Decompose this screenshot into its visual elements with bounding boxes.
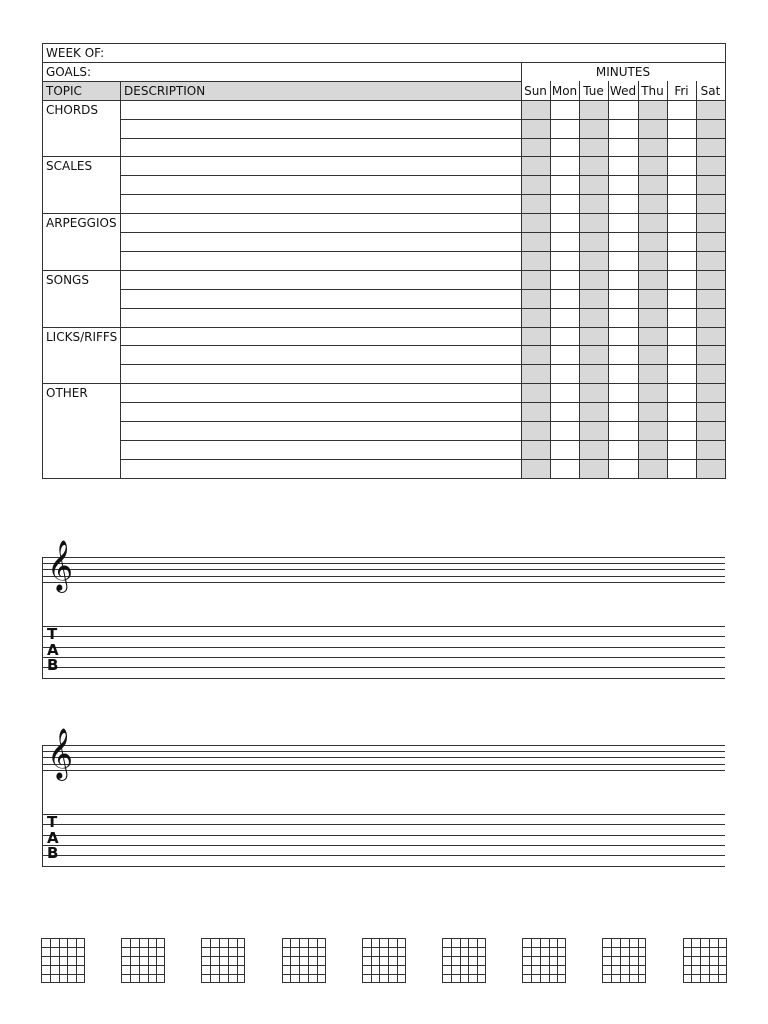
topic-label: LICKS/RIFFS: [46, 329, 118, 344]
minutes-cell[interactable]: [580, 328, 608, 346]
chord-diagram[interactable]: [522, 938, 566, 983]
minutes-cell[interactable]: [551, 365, 579, 383]
chord-string: [477, 938, 478, 983]
minutes-cell[interactable]: [668, 441, 696, 459]
minutes-cell[interactable]: [668, 120, 696, 138]
minutes-cell[interactable]: [609, 233, 638, 251]
minutes-cell[interactable]: [522, 290, 550, 308]
chord-string: [397, 938, 398, 983]
minutes-cell[interactable]: [697, 328, 725, 346]
minutes-cell[interactable]: [551, 101, 579, 119]
description-cell[interactable]: [121, 460, 521, 478]
minutes-cell[interactable]: [551, 252, 579, 270]
chord-fret: [201, 965, 245, 966]
staff-line: [42, 764, 725, 765]
chord-fret: [282, 947, 326, 948]
chord-diagram[interactable]: [201, 938, 245, 983]
minutes-cell[interactable]: [609, 139, 638, 157]
chord-fret: [362, 974, 406, 975]
week-of-label: WEEK OF:: [46, 46, 105, 60]
minutes-cell[interactable]: [668, 290, 696, 308]
chord-string: [156, 938, 157, 983]
staff-line: [42, 770, 725, 771]
minutes-cell[interactable]: [697, 460, 725, 478]
minutes-cell[interactable]: [668, 365, 696, 383]
minutes-cell[interactable]: [522, 233, 550, 251]
chord-fret: [602, 965, 646, 966]
chord-diagram[interactable]: [121, 938, 165, 983]
minutes-cell[interactable]: [668, 422, 696, 440]
minutes-cell[interactable]: [639, 384, 667, 402]
chord-string: [620, 938, 621, 983]
minutes-cell[interactable]: [551, 346, 579, 364]
description-cell[interactable]: [121, 233, 521, 251]
minutes-cell[interactable]: [639, 195, 667, 213]
system-bar: [42, 557, 43, 679]
description-cell[interactable]: [121, 195, 521, 213]
treble-clef-icon: 𝄞: [47, 728, 74, 779]
chord-diagram[interactable]: [683, 938, 727, 983]
minutes-cell[interactable]: [580, 157, 608, 175]
minutes-cell[interactable]: [580, 176, 608, 194]
minutes-cell[interactable]: [580, 365, 608, 383]
description-cell[interactable]: [121, 101, 521, 119]
minutes-cell[interactable]: [639, 441, 667, 459]
minutes-cell[interactable]: [609, 271, 638, 289]
minutes-cell[interactable]: [580, 233, 608, 251]
chord-string: [59, 938, 60, 983]
minutes-cell[interactable]: [580, 195, 608, 213]
tab-line: [42, 814, 725, 815]
tab-line: [42, 835, 725, 836]
minutes-cell[interactable]: [639, 214, 667, 232]
minutes-cell[interactable]: [551, 139, 579, 157]
minutes-cell[interactable]: [551, 290, 579, 308]
minutes-cell[interactable]: [522, 460, 550, 478]
minutes-cell[interactable]: [522, 365, 550, 383]
description-cell[interactable]: [121, 271, 521, 289]
minutes-cell[interactable]: [551, 328, 579, 346]
minutes-cell[interactable]: [522, 403, 550, 421]
table-border-bottom: [42, 478, 726, 479]
chord-string: [148, 938, 149, 983]
week-of-field[interactable]: [102, 44, 723, 61]
minutes-cell[interactable]: [697, 346, 725, 364]
chord-string: [709, 938, 710, 983]
chord-string: [219, 938, 220, 983]
chord-string: [210, 938, 211, 983]
topic-header: TOPIC: [46, 83, 82, 98]
minutes-cell[interactable]: [639, 120, 667, 138]
minutes-cell[interactable]: [522, 157, 550, 175]
staff-line: [42, 745, 725, 746]
chord-fret: [442, 947, 486, 948]
minutes-cell[interactable]: [609, 422, 638, 440]
tab-line: [42, 626, 725, 627]
chord-fret: [683, 947, 727, 948]
staff-line: [42, 557, 725, 558]
chord-diagram[interactable]: [41, 938, 85, 983]
chord-string: [638, 938, 639, 983]
tab-letter-a: A: [47, 828, 59, 847]
minutes-cell[interactable]: [580, 422, 608, 440]
minutes-cell[interactable]: [609, 195, 638, 213]
minutes-cell[interactable]: [668, 101, 696, 119]
chord-string: [611, 938, 612, 983]
minutes-cell[interactable]: [522, 101, 550, 119]
minutes-cell[interactable]: [697, 233, 725, 251]
minutes-cell[interactable]: [580, 460, 608, 478]
minutes-cell[interactable]: [697, 214, 725, 232]
system-bar: [42, 745, 43, 867]
minutes-cell[interactable]: [609, 252, 638, 270]
tab-line: [42, 678, 725, 679]
chord-fret: [121, 965, 165, 966]
chord-string: [691, 938, 692, 983]
minutes-cell[interactable]: [580, 441, 608, 459]
minutes-cell[interactable]: [551, 195, 579, 213]
minutes-cell[interactable]: [580, 252, 608, 270]
tab-letter-t: T: [47, 625, 58, 643]
description-cell[interactable]: [121, 309, 521, 327]
minutes-cell[interactable]: [697, 252, 725, 270]
minutes-cell[interactable]: [551, 460, 579, 478]
chord-fret: [41, 956, 85, 957]
topic-label: ARPEGGIOS: [46, 216, 117, 231]
minutes-cell[interactable]: [609, 101, 638, 119]
description-cell[interactable]: [121, 214, 521, 232]
minutes-cell[interactable]: [668, 403, 696, 421]
chord-fret: [602, 974, 646, 975]
tab-letter-t: T: [47, 813, 58, 831]
chord-string: [700, 938, 701, 983]
minutes-cell[interactable]: [522, 441, 550, 459]
minutes-cell[interactable]: [697, 365, 725, 383]
minutes-cell[interactable]: [668, 309, 696, 327]
chord-fret: [121, 956, 165, 957]
chord-fret: [121, 974, 165, 975]
chord-fret: [41, 965, 85, 966]
minutes-cell[interactable]: [522, 176, 550, 194]
chord-fret: [41, 947, 85, 948]
minutes-cell[interactable]: [522, 309, 550, 327]
minutes-cell[interactable]: [639, 139, 667, 157]
minutes-cell[interactable]: [580, 101, 608, 119]
treble-clef-icon: 𝄞: [47, 540, 74, 591]
staff-line: [42, 582, 725, 583]
chord-fret: [121, 947, 165, 948]
minutes-cell[interactable]: [668, 195, 696, 213]
minutes-cell[interactable]: [697, 441, 725, 459]
chord-fret: [282, 956, 326, 957]
day-header-wed: Wed: [609, 83, 637, 98]
minutes-cell[interactable]: [697, 101, 725, 119]
minutes-cell[interactable]: [522, 139, 550, 157]
chord-string: [718, 938, 719, 983]
chord-fret: [602, 947, 646, 948]
minutes-cell[interactable]: [609, 309, 638, 327]
minutes-cell[interactable]: [639, 252, 667, 270]
chord-diagram[interactable]: [602, 938, 646, 983]
minutes-cell[interactable]: [551, 271, 579, 289]
minutes-cell[interactable]: [697, 403, 725, 421]
tab-line: [42, 636, 725, 637]
table-border-right: [725, 43, 726, 478]
minutes-cell[interactable]: [522, 271, 550, 289]
chord-string: [317, 938, 318, 983]
chord-fret: [201, 974, 245, 975]
table-border-left: [42, 43, 43, 478]
chord-string: [531, 938, 532, 983]
header-shade: [43, 82, 521, 100]
chord-string: [290, 938, 291, 983]
chord-fret: [201, 956, 245, 957]
minutes-cell[interactable]: [639, 309, 667, 327]
minutes-cell[interactable]: [697, 120, 725, 138]
minutes-cell[interactable]: [551, 233, 579, 251]
chord-string: [139, 938, 140, 983]
minutes-cell[interactable]: [668, 233, 696, 251]
topic-label: SONGS: [46, 272, 89, 287]
minutes-cell[interactable]: [668, 214, 696, 232]
chord-string: [371, 938, 372, 983]
tab-line: [42, 845, 725, 846]
minutes-cell[interactable]: [697, 157, 725, 175]
minutes-cell[interactable]: [522, 252, 550, 270]
minutes-cell[interactable]: [580, 271, 608, 289]
chord-fret: [683, 974, 727, 975]
description-cell[interactable]: [121, 422, 521, 440]
chord-string: [540, 938, 541, 983]
minutes-cell[interactable]: [609, 384, 638, 402]
topic-label: SCALES: [46, 159, 93, 174]
description-cell[interactable]: [121, 139, 521, 157]
minutes-cell[interactable]: [668, 271, 696, 289]
tab-line: [42, 647, 725, 648]
minutes-cell[interactable]: [580, 384, 608, 402]
chord-string: [299, 938, 300, 983]
staff-line: [42, 576, 725, 577]
minutes-cell[interactable]: [522, 120, 550, 138]
chord-string: [76, 938, 77, 983]
minutes-cell[interactable]: [697, 195, 725, 213]
minutes-cell[interactable]: [522, 384, 550, 402]
minutes-cell[interactable]: [609, 328, 638, 346]
chord-diagram[interactable]: [282, 938, 326, 983]
description-cell[interactable]: [121, 365, 521, 383]
chord-string: [460, 938, 461, 983]
minutes-cell[interactable]: [609, 346, 638, 364]
day-header-sun: Sun: [524, 83, 547, 98]
minutes-cell[interactable]: [609, 214, 638, 232]
minutes-cell[interactable]: [639, 365, 667, 383]
description-cell[interactable]: [121, 346, 521, 364]
minutes-cell[interactable]: [609, 157, 638, 175]
minutes-cell[interactable]: [639, 460, 667, 478]
minutes-cell[interactable]: [580, 120, 608, 138]
minutes-cell[interactable]: [551, 441, 579, 459]
chord-string: [557, 938, 558, 983]
minutes-cell[interactable]: [609, 403, 638, 421]
day-header-mon: Mon: [551, 83, 578, 98]
chord-fret: [282, 974, 326, 975]
chord-fret: [442, 956, 486, 957]
chord-diagram[interactable]: [442, 938, 486, 983]
minutes-cell[interactable]: [609, 176, 638, 194]
minutes-cell[interactable]: [609, 460, 638, 478]
staff-line: [42, 757, 725, 758]
topic-label: CHORDS: [46, 102, 99, 117]
description-cell[interactable]: [121, 252, 521, 270]
chord-string: [67, 938, 68, 983]
tab-line: [42, 824, 725, 825]
chord-fret: [522, 956, 566, 957]
chord-diagram[interactable]: [362, 938, 406, 983]
description-cell[interactable]: [121, 328, 521, 346]
chord-string: [228, 938, 229, 983]
chord-string: [130, 938, 131, 983]
minutes-cell[interactable]: [668, 384, 696, 402]
goals-label: GOALS:: [46, 64, 92, 79]
minutes-cell[interactable]: [551, 422, 579, 440]
minutes-cell[interactable]: [522, 214, 550, 232]
minutes-cell[interactable]: [551, 309, 579, 327]
minutes-cell[interactable]: [522, 328, 550, 346]
minutes-cell[interactable]: [697, 271, 725, 289]
chord-fret: [683, 965, 727, 966]
tab-line: [42, 855, 725, 856]
chord-fret: [362, 947, 406, 948]
minutes-cell[interactable]: [551, 176, 579, 194]
description-cell[interactable]: [121, 157, 521, 175]
chord-string: [468, 938, 469, 983]
minutes-cell[interactable]: [697, 422, 725, 440]
minutes-cell[interactable]: [580, 139, 608, 157]
minutes-cell[interactable]: [639, 328, 667, 346]
description-cell[interactable]: [121, 441, 521, 459]
chord-string: [308, 938, 309, 983]
minutes-cell[interactable]: [522, 422, 550, 440]
minutes-cell[interactable]: [609, 120, 638, 138]
day-header-sat: Sat: [700, 83, 721, 98]
chord-string: [388, 938, 389, 983]
minutes-cell[interactable]: [580, 346, 608, 364]
topic-label: OTHER: [46, 386, 88, 401]
minutes-cell[interactable]: [639, 176, 667, 194]
chord-string: [379, 938, 380, 983]
chord-fret: [522, 974, 566, 975]
day-header-fri: Fri: [674, 83, 689, 98]
minutes-cell[interactable]: [668, 460, 696, 478]
day-header-thu: Thu: [641, 83, 664, 98]
minutes-cell[interactable]: [522, 346, 550, 364]
minutes-cell[interactable]: [668, 252, 696, 270]
minutes-cell[interactable]: [668, 139, 696, 157]
chord-fret: [442, 974, 486, 975]
description-cell[interactable]: [121, 120, 521, 138]
minutes-cell[interactable]: [639, 346, 667, 364]
tab-letter-a: A: [47, 640, 59, 659]
chord-string: [50, 938, 51, 983]
tab-line: [42, 657, 725, 658]
chord-string: [549, 938, 550, 983]
minutes-cell[interactable]: [609, 365, 638, 383]
chord-fret: [442, 965, 486, 966]
minutes-cell[interactable]: [639, 403, 667, 421]
tab-line: [42, 866, 725, 867]
minutes-cell[interactable]: [580, 214, 608, 232]
description-cell[interactable]: [121, 176, 521, 194]
minutes-cell[interactable]: [639, 233, 667, 251]
minutes-cell[interactable]: [668, 176, 696, 194]
minutes-cell[interactable]: [609, 290, 638, 308]
chord-string: [237, 938, 238, 983]
chord-fret: [602, 956, 646, 957]
minutes-label: MINUTES: [595, 64, 651, 79]
minutes-cell[interactable]: [639, 157, 667, 175]
header-row-top: [42, 81, 521, 82]
tab-letter-b: B: [47, 844, 59, 862]
staff-line: [42, 569, 725, 570]
chord-string: [629, 938, 630, 983]
tab-line: [42, 667, 725, 668]
chord-fret: [41, 974, 85, 975]
minutes-cell[interactable]: [639, 101, 667, 119]
goals-field[interactable]: [92, 63, 519, 80]
chord-fret: [522, 965, 566, 966]
chord-fret: [201, 947, 245, 948]
chord-string: [451, 938, 452, 983]
description-cell[interactable]: [121, 290, 521, 308]
minutes-cell[interactable]: [697, 309, 725, 327]
description-cell[interactable]: [121, 403, 521, 421]
minutes-cell[interactable]: [551, 403, 579, 421]
minutes-cell[interactable]: [668, 157, 696, 175]
minutes-cell[interactable]: [551, 157, 579, 175]
minutes-cell[interactable]: [639, 422, 667, 440]
staff-line: [42, 563, 725, 564]
minutes-cell[interactable]: [697, 139, 725, 157]
minutes-cell[interactable]: [580, 290, 608, 308]
minutes-cell[interactable]: [551, 384, 579, 402]
minutes-cell[interactable]: [609, 441, 638, 459]
description-header: DESCRIPTION: [124, 83, 206, 98]
minutes-cell[interactable]: [551, 214, 579, 232]
staff-line: [42, 751, 725, 752]
chord-fret: [683, 956, 727, 957]
minutes-cell[interactable]: [697, 290, 725, 308]
minutes-cell[interactable]: [522, 195, 550, 213]
minutes-cell[interactable]: [639, 290, 667, 308]
minutes-cell[interactable]: [668, 328, 696, 346]
minutes-cell[interactable]: [639, 271, 667, 289]
day-header-tue: Tue: [583, 83, 604, 98]
minutes-cell[interactable]: [697, 176, 725, 194]
minutes-cell[interactable]: [697, 384, 725, 402]
minutes-cell[interactable]: [668, 346, 696, 364]
tab-letter-b: B: [47, 656, 59, 674]
minutes-cell[interactable]: [580, 309, 608, 327]
chord-fret: [282, 965, 326, 966]
description-cell[interactable]: [121, 384, 521, 402]
chord-fret: [362, 956, 406, 957]
chord-fret: [522, 947, 566, 948]
minutes-cell[interactable]: [580, 403, 608, 421]
chord-fret: [362, 965, 406, 966]
minutes-cell[interactable]: [551, 120, 579, 138]
